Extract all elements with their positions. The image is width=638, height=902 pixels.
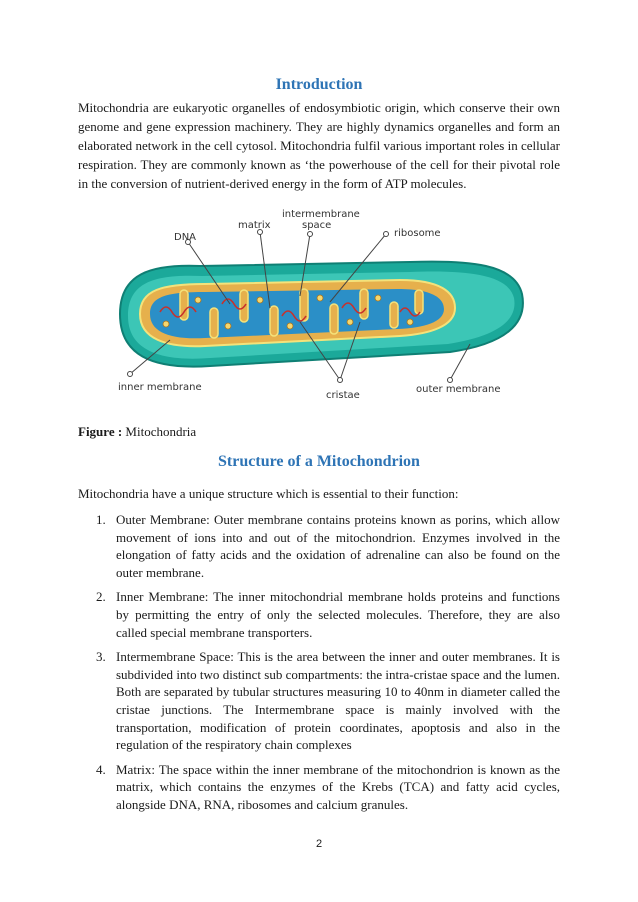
label-matrix: matrix bbox=[238, 220, 271, 231]
section-title-structure: Structure of a Mitochondrion bbox=[218, 453, 420, 470]
figure-caption-text: Mitochondria bbox=[122, 424, 197, 439]
label-inner-membrane: inner membrane bbox=[118, 382, 202, 393]
figure-caption-prefix: Figure : bbox=[78, 424, 123, 439]
list-item-text: Intermembrane Space: This is the area between the inner and outer membranes. It is subdivided into two distinct sub compartments: the intra-cristae space and the lumen. Both are separated by tubular structures measuring 10 to 40nm in diameter called the cristae junctions. The Intermembrane space is mainly involved with the transportation, modification of protein coordinates, apoptosis and also in the regulation of the respiratory chain complexes bbox=[116, 649, 560, 753]
list-item bbox=[78, 648, 560, 754]
list-item-number: 1. bbox=[96, 512, 106, 527]
list-item-text: Inner Membrane: The inner mitochondrial membrane holds proteins and functions by permitting the entry of only the selected molecules. Therefore, they are also called special membrane transporters. bbox=[116, 589, 560, 640]
list-item-number: 2. bbox=[96, 589, 106, 605]
list-item bbox=[78, 511, 560, 581]
label-outer-membrane: outer membrane bbox=[416, 384, 501, 395]
section-title-introduction: Introduction bbox=[275, 76, 363, 93]
list-item-text: Matrix: The space within the inner membrane of the mitochondrion is known as the matrix, which contains the enzymes of the Krebs (TCA) and fatty acid cycles, alongside DNA, RNA, ribosomes and calcium granules. bbox=[116, 761, 560, 812]
list-item bbox=[78, 761, 560, 814]
label-ribosome: ribosome bbox=[394, 228, 441, 239]
label-dna: DNA bbox=[174, 232, 197, 243]
label-intermembrane: intermembrane bbox=[282, 209, 360, 220]
structure-list bbox=[78, 511, 560, 821]
mitochondria-diagram bbox=[110, 204, 530, 408]
list-item-number: 3. bbox=[96, 649, 106, 665]
structure-lead-paragraph: Mitochondria have a unique structure which is essential to their function: bbox=[78, 486, 459, 501]
list-item-text: Outer Membrane: Outer membrane contains proteins known as porins, which allow movement of ions into and out of the mitochondrion. Enzymes involved in the elongation of fatty acids and the oxidation of adrenaline can also be found on the outer membrane. bbox=[116, 512, 560, 580]
page-number: 2 bbox=[315, 838, 323, 850]
label-space: space bbox=[302, 220, 332, 231]
figure-caption bbox=[78, 424, 196, 440]
label-cristae: cristae bbox=[326, 390, 360, 401]
list-item-number: 4. bbox=[96, 761, 106, 777]
list-item bbox=[78, 588, 560, 641]
intro-paragraph: Mitochondria are eukaryotic organelles of endosymbiotic origin, which conserve their own genome and gene expression machinery. They are highly dynamics organelles and form an elaborated network in the cell cytosol. Mitochondria fulfil various important roles in cellular respiration. They are commonly known as ‘the powerhouse of the cell for their pivotal role in the conversion of nutrient-derived energy in the form of ATP molecules. bbox=[78, 100, 560, 191]
